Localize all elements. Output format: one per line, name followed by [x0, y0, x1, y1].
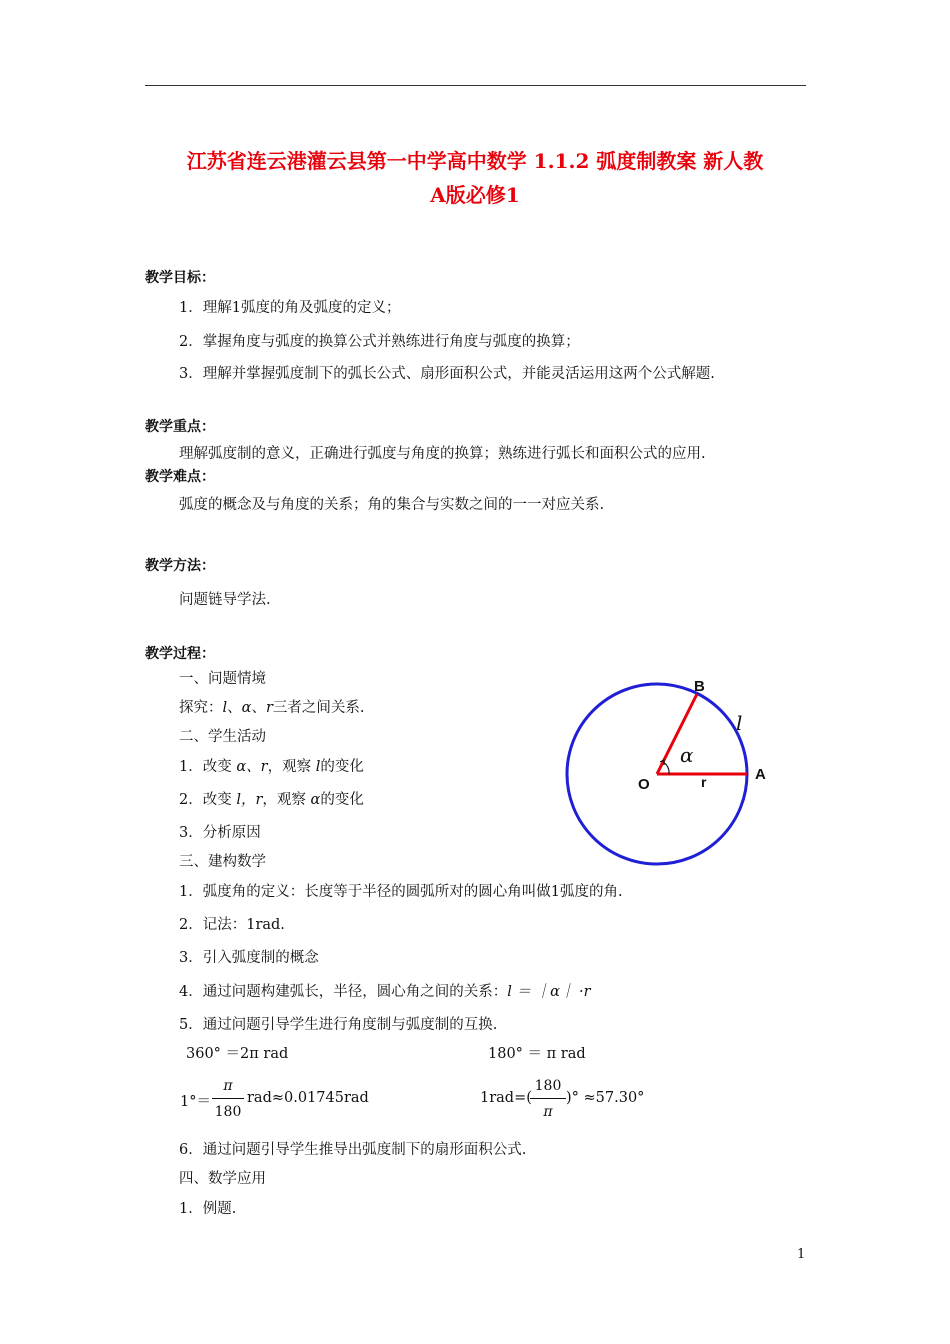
formula-degree-bar: [212, 1098, 244, 1099]
formula-degree-den: 180: [214, 1104, 242, 1120]
activity-2-prefix: 2．改变: [179, 792, 237, 808]
activity-2-alpha: α: [310, 792, 321, 808]
formula-180: 180° ＝ π rad: [488, 1046, 586, 1062]
section-4-title: 四、数学应用: [179, 1171, 266, 1187]
method-heading: 教学方法：: [145, 558, 215, 574]
activity-1-prefix: 1．改变: [179, 759, 237, 775]
application-1: 1．例题.: [179, 1201, 237, 1217]
formula-rad-left: 1rad=(: [480, 1090, 532, 1106]
activity-2-suffix: 的变化: [320, 792, 364, 808]
formula-degree-right: rad≈0.01745rad: [247, 1090, 369, 1106]
arc-length-formula: l ＝ ｜α｜ ·r: [507, 984, 591, 1000]
construct-3: 3．引入弧度制的概念: [179, 950, 319, 966]
header-rule: [145, 85, 806, 86]
activity-1-suffix: 的变化: [320, 759, 364, 775]
explore-line: [179, 696, 364, 717]
section-1-title: 一、问题情境: [179, 671, 266, 687]
formula-rad-num: 180: [534, 1078, 562, 1094]
process-heading: 教学过程：: [145, 646, 215, 662]
explore-l: l: [222, 700, 228, 716]
label-r: r: [701, 774, 707, 790]
activity-2: [179, 788, 364, 809]
activity-2-vars: l，r: [236, 792, 263, 808]
activity-1: [179, 755, 364, 776]
formula-degree-left: 1°＝: [180, 1094, 211, 1110]
construct-5: 5．通过问题引导学生进行角度制与弧度制的互换.: [179, 1017, 498, 1033]
explore-suffix: 三者之间关系.: [272, 700, 365, 716]
label-alpha: α: [680, 743, 694, 767]
activity-2-mid: ，观察: [262, 792, 311, 808]
objective-item-2: 2．掌握角度与弧度的换算公式并熟练进行角度与弧度的换算；: [179, 334, 580, 350]
section-3-title: 三、建构数学: [179, 854, 266, 870]
keypoints-heading: 教学重点：: [145, 419, 215, 435]
label-a: A: [755, 766, 766, 783]
method-text: 问题链导学法.: [179, 592, 271, 608]
explore-prefix: 探究：: [179, 700, 223, 716]
objective-item-1: 1．理解1弧度的角及弧度的定义；: [179, 300, 401, 316]
keypoints-text: 理解弧度制的意义，正确进行弧度与角度的换算；熟练进行弧长和面积公式的应用.: [179, 446, 706, 462]
formula-rad-den: π: [543, 1104, 553, 1120]
page-title-line1: 江苏省连云港灌云县第一中学高中数学 1.1.2 弧度制教案 新人教: [186, 149, 764, 173]
objective-item-3: 3．理解并掌握弧度制下的弧长公式、扇形面积公式，并能灵活运用这两个公式解题.: [179, 366, 715, 382]
page-title-line2: A版必修1: [430, 183, 520, 207]
construct-4-prefix: 4．通过问题构建弧长，半径，圆心角之间的关系：: [179, 984, 508, 1000]
activity-1-mid: ，观察: [267, 759, 316, 775]
explore-sep1: 、: [227, 700, 242, 716]
formula-360: 360° ＝2π rad: [186, 1046, 289, 1062]
formula-rad-right: )° ≈57.30°: [566, 1090, 645, 1106]
label-o: O: [638, 776, 650, 793]
section-2-title: 二、学生活动: [179, 729, 266, 745]
objectives-heading: 教学目标：: [145, 270, 215, 286]
difficulties-text: 弧度的概念及与角度的关系；角的集合与实数之间的一一对应关系.: [179, 497, 605, 513]
activity-3: 3．分析原因: [179, 825, 261, 841]
label-l: l: [736, 711, 743, 735]
label-b: B: [694, 678, 705, 695]
construct-2: 2．记法：1rad.: [179, 917, 285, 933]
difficulties-heading: 教学难点：: [145, 469, 215, 485]
radian-diagram: [560, 670, 790, 880]
explore-alpha: α: [241, 700, 252, 716]
construct-4: [179, 980, 591, 1001]
formula-rad-bar: [530, 1098, 566, 1099]
construct-1: 1．弧度角的定义：长度等于半径的圆弧所对的圆心角叫做1弧度的角.: [179, 884, 623, 900]
activity-1-vars: α、r: [236, 759, 268, 775]
activity-1-l: l: [315, 759, 321, 775]
explore-sep2: 、: [251, 700, 266, 716]
construct-6: 6．通过问题引导学生推导出弧度制下的扇形面积公式.: [179, 1142, 527, 1158]
formula-degree-num: π: [223, 1078, 233, 1094]
explore-r: r: [265, 700, 273, 716]
page-number: 1: [797, 1247, 806, 1262]
